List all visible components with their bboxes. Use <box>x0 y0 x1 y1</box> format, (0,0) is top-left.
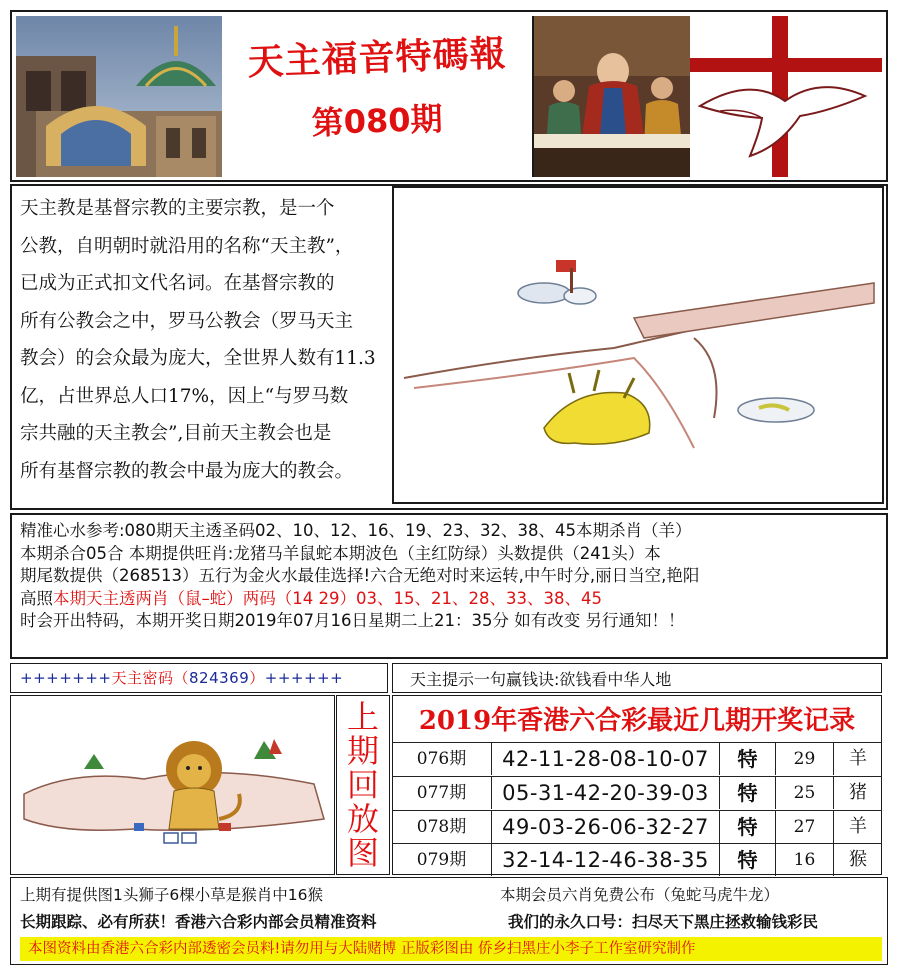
intro-text <box>20 190 388 490</box>
cross-with-dove-image <box>690 16 882 177</box>
reference-line-4 <box>20 588 882 611</box>
row-issue: 078期 <box>392 811 492 843</box>
intro-line: 公教，自明朝时就沿用的名称“天主教”， <box>20 235 354 257</box>
row-issue: 077期 <box>392 777 492 809</box>
special-label: 特 <box>720 844 776 876</box>
tip-text: 天主提示一句赢钱诀:欲钱看中华人地 <box>410 670 672 689</box>
replay-char: 放 <box>346 800 379 838</box>
secret-label-end: ） <box>249 669 265 687</box>
row-issue: 079期 <box>392 844 492 876</box>
bottom-line-2-right: 我们的永久口号：扫尽天下黑庄拯救输钱彩民 <box>508 913 819 931</box>
row-zodiac: 猴 <box>849 849 867 870</box>
intro-line: 所有基督宗教的教会中最为庞大的教会。 <box>20 460 354 482</box>
intro-line: 亿，占世界总人口17%，因上“与罗马数 <box>20 385 349 407</box>
church-dome-image <box>16 16 222 177</box>
bottom-line-1-right: 本期会员六肖免费公布（兔蛇马虎牛龙） <box>500 886 780 904</box>
row-numbers: 32-14-12-46-38-35 <box>492 844 720 876</box>
issue-number: 第080期 <box>311 99 444 143</box>
intro-line: 天主教是基督宗教的主要宗教，是一个 <box>20 198 335 219</box>
results-row <box>392 742 882 774</box>
row-special-number: 29 <box>776 743 834 775</box>
plus-decoration-right: ++++++ <box>264 669 344 687</box>
reference-line-3: 期尾数提供（268513）五行为金火水最佳选择!六合无绝对时来运转,中午时分,丽日当空,艳阳 <box>20 566 700 586</box>
row-special-number: 25 <box>776 777 834 809</box>
bottom-line-2-left: 长期跟踪、必有所获！香港六合彩内部会员精准资料 <box>20 913 377 931</box>
reference-line-4-prefix: 高照 <box>20 588 53 608</box>
replay-char: 上 <box>346 698 379 736</box>
reference-line-1: 精准心水参考:080期天主透圣码02、10、12、16、19、23、32、38、45本期杀肖（羊） <box>20 521 692 540</box>
cliff-animal-illustration <box>392 186 884 504</box>
replay-char: 期 <box>346 732 379 770</box>
row-special-number: 27 <box>776 811 834 843</box>
results-row <box>392 843 882 875</box>
page-title: 天主福音特碼報 <box>246 33 508 84</box>
secret-code-value: 824369 <box>189 669 250 687</box>
replay-label <box>336 700 390 870</box>
row-zodiac: 羊 <box>849 816 867 837</box>
replay-char: 图 <box>346 834 379 872</box>
intro-line: 宗共融的天主教会”,目前天主教会也是 <box>20 423 332 444</box>
replay-char: 回 <box>346 766 379 804</box>
intro-line: 所有公教会之中，罗马公教会（罗马天主 <box>20 310 354 332</box>
results-title: 2019年香港六合彩最近几期开奖记录 <box>418 706 856 736</box>
row-numbers: 42-11-28-08-10-07 <box>492 743 720 775</box>
special-label: 特 <box>720 811 776 843</box>
intro-line: 教会）的会众最为庞大，全世界人数有11.3 <box>20 348 376 369</box>
reference-line-2: 本期杀合05合 本期提供旺肖:龙猪马羊鼠蛇本期波色（主红防绿）头数提供（241头）本 <box>20 543 661 563</box>
intro-line: 已成为正式扣文代名词。在基督宗教的 <box>20 273 335 294</box>
row-issue: 076期 <box>392 743 492 775</box>
bottom-footer-highlight: 本图资料由香港六合彩内部透密会员料!请勿用与大陆赌博 正版彩图由 侨乡扫黑庄小李子工作室研究制作 <box>20 937 882 961</box>
secret-code <box>20 667 343 688</box>
row-zodiac: 羊 <box>849 748 867 769</box>
results-row <box>392 810 882 842</box>
last-supper-painting-image <box>532 16 690 177</box>
results-row <box>392 776 882 808</box>
row-numbers: 05-31-42-20-39-03 <box>492 777 720 809</box>
row-special-number: 16 <box>776 844 834 876</box>
reference-text <box>20 520 882 633</box>
reference-line-5: 时会开出特码，本期开奖日期2019年07月16日星期二上21：35分 如有改变 另行通知！！ <box>20 611 685 631</box>
special-label: 特 <box>720 743 776 775</box>
special-label: 特 <box>720 777 776 809</box>
bottom-line-1-left: 上期有提供图1头狮子6棵小草是猴肖中16猴 <box>20 886 323 904</box>
lion-illustration <box>14 699 332 871</box>
row-zodiac: 猪 <box>849 782 867 803</box>
reference-highlight: 本期天主透两肖（鼠–蛇）两码（14 29）03、15、21、28、33、38、45 <box>53 588 602 608</box>
secret-label: 天主密码（ <box>111 669 189 687</box>
row-numbers: 49-03-26-06-32-27 <box>492 811 720 843</box>
plus-decoration-left: +++++++ <box>20 669 112 687</box>
